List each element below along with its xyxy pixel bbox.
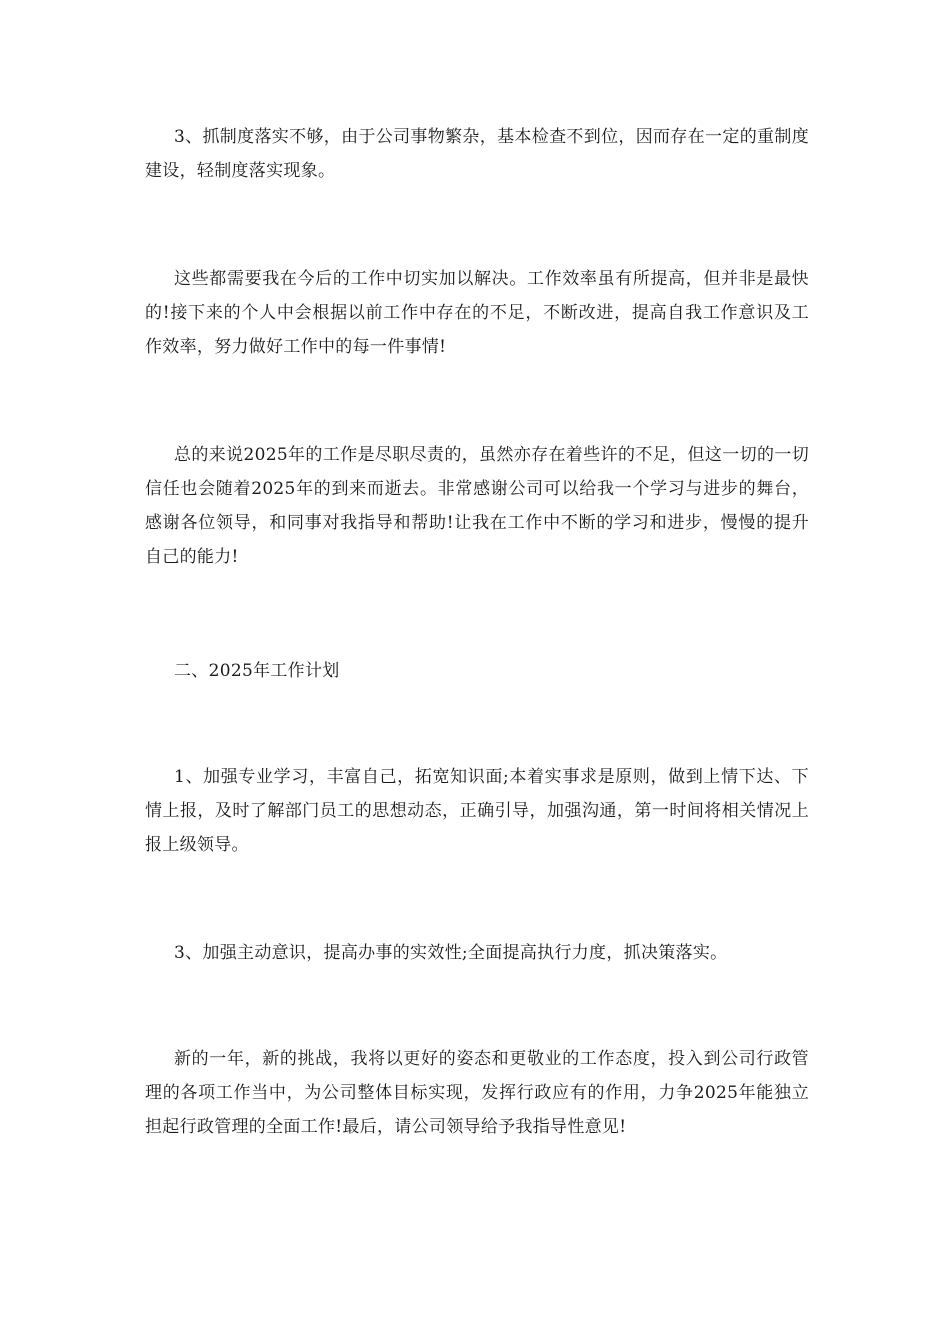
paragraph-system-implementation: 3、抓制度落实不够，由于公司事物繁杂，基本检查不到位，因而存在一定的重制度建设，轻制度落实现象。 — [145, 127, 809, 181]
paragraph-plan-item-3: 3、加强主动意识，提高办事的实效性;全面提高执行力度，抓决策落实。 — [174, 943, 728, 963]
paragraph-closing: 新的一年，新的挑战，我将以更好的姿态和更敬业的工作态度，投入到公司行政管理的各项工作当中，为公司整体目标实现，发挥行政应有的作用，力争2025年能独立担起行政管理的全面工作!最后，请公司领导给予我指导性意见! — [145, 1049, 809, 1137]
paragraph-plan-item-1: 1、加强专业学习，丰富自己，拓宽知识面;本着实事求是原则，做到上情下达、下情上报，及时了解部门员工的思想动态，正确引导，加强沟通，第一时间将相关情况上报上级领导。 — [145, 767, 809, 855]
paragraph-summary: 总的来说2025年的工作是尽职尽责的，虽然亦存在着些许的不足，但这一切的一切信任也会随着2025年的到来而逝去。非常感谢公司可以给我一个学习与进步的舞台，感谢各位领导，和同事对我指导和帮助!让我在工作中不断的学习和进步，慢慢的提升自己的能力! — [145, 445, 809, 567]
section-heading-work-plan: 二、2025年工作计划 — [174, 661, 340, 681]
paragraph-future-improvement: 这些都需要我在今后的工作中切实加以解决。工作效率虽有所提高，但并非是最快的!接下来的个人中会根据以前工作中存在的不足，不断改进，提高自我工作意识及工作效率，努力做好工作中的每一件事情! — [145, 269, 809, 357]
